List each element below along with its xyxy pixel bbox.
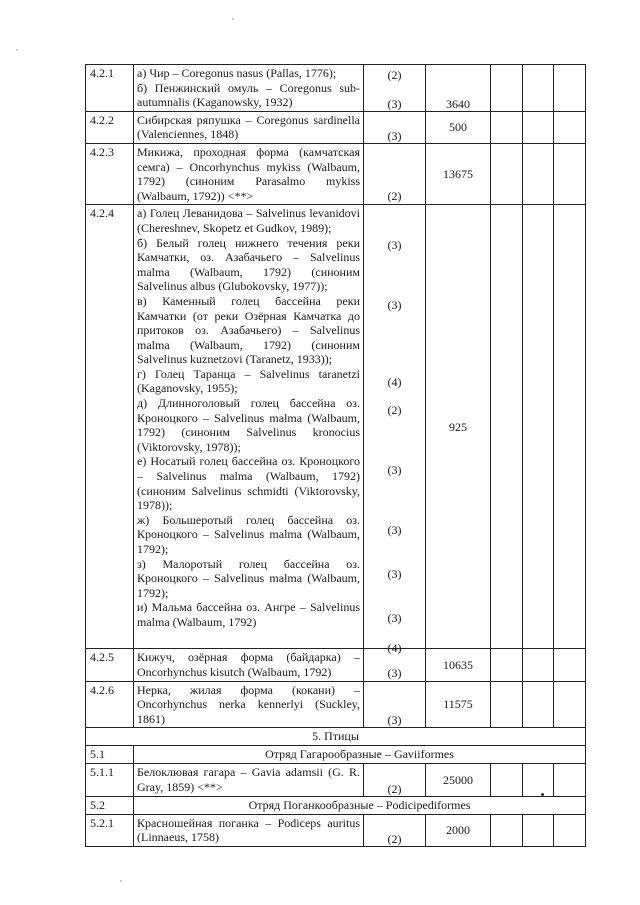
amount-value: 11575 [426,681,491,728]
amount-cell [426,65,491,112]
empty-cell [491,763,523,796]
species-line: а) Голец Леванидова – Salvelinus levanidovi (Chereshnev, Skopetz et Gudkov, 1989); [137,206,360,235]
empty-cell [491,649,523,681]
order-title: Отряд Поганкообразные – Podicipediformes [134,796,586,814]
empty-cell [523,205,554,649]
row-number: 4.2.2 [86,111,134,143]
scan-speck [120,880,122,882]
table-row [86,143,586,204]
empty-cell [523,65,554,112]
row-number: 4.2.1 [86,65,134,112]
empty-cell [554,65,586,112]
table-row [86,681,586,728]
species-description: Микижа, проходная форма (камчатская семга) – Oncorhynchus mykiss (Walbaum, 1792) (синоним Parasalmo mykiss (Walbaum, 1792)) <**> [134,143,364,204]
row-number: 4.2.3 [86,143,134,204]
species-description: Красношейная поганка – Podiceps auritus (Linnaeus, 1758) [134,814,364,846]
empty-cell [554,143,586,204]
empty-cell [554,763,586,796]
category-value: (3) [387,298,402,313]
empty-cell [491,143,523,204]
category-cell [364,681,426,728]
amount-value: 925 [426,205,491,649]
empty-cell [491,814,523,846]
species-line: б) Белый голец нижнего течения реки Камчатки, оз. Азабачьего – Salvelinus malma (Walbaum, 1792) (синоним Salvelinus albus (Glubokovsky, 1977)); [137,235,360,294]
row-number: 4.2.5 [86,649,134,681]
empty-cell [523,143,554,204]
category-cell [364,111,426,143]
table-row [86,111,586,143]
category-cell [364,763,426,796]
species-line: д) Длинноголовый голец бассейна оз. Кроноцкого – Salvelinus malma (Walbaum, 1792) (синоним Salvelinus kronocius (Viktorovsky, 1978)); [137,396,360,454]
order-title: Отряд Гагарообразные – Gaviiformes [134,746,586,764]
table-row [86,649,586,681]
order-number: 5.1 [86,746,134,764]
species-line: а) Чир – Coregonus nasus (Pallas, 1776); [137,66,337,80]
category-value: (3) [387,97,402,111]
empty-cell [491,205,523,649]
table-row [86,205,586,649]
category-cell [364,65,426,112]
table-row [86,763,586,796]
amount-value: 13675 [426,143,491,204]
category-cell [364,649,426,681]
empty-cell [491,65,523,112]
section-row [86,728,586,746]
category-value: (2) [387,68,402,82]
category-value: (2) [387,831,402,846]
category-value: (3) [387,523,402,538]
species-line: в) Каменный голец бассейна реки Камчатки (от реки Озёрная Камчатка до притоков оз. Азабачьего) – Salvelinus malma (Walbaum, 1792) (синоним Salvelinus kuznetzovi (Taranetz, 1933)); [137,293,360,367]
category-value: (3) [387,463,402,478]
empty-cell [523,681,554,728]
amount-value: 25000 [426,763,491,796]
category-value: (4) [387,641,402,656]
empty-cell [554,649,586,681]
amount-value: 3640 [446,97,470,111]
row-number: 5.2.1 [86,814,134,846]
species-description: Нерка, жилая форма (кокани) – Oncorhynchus nerka kennerlyi (Suckley, 1861) [134,681,364,728]
table-row [86,65,586,112]
species-line: б) Пенжинский омуль – Coregonus sub-autumnalis (Kaganowsky, 1932) [137,80,360,110]
category-cell [364,143,426,204]
scan-speck [16,49,18,51]
empty-cell [523,111,554,143]
species-description: Белоклювая гагара – Gavia adamsii (G. R. Gray, 1859) <**> [134,763,364,796]
amount-value: 2000 [426,814,491,846]
empty-cell [523,649,554,681]
row-number: 5.1.1 [86,763,134,796]
empty-cell [554,205,586,649]
category-value: (4) [387,375,402,390]
category-value: (3) [387,712,402,727]
row-number: 4.2.4 [86,205,134,649]
category-value: (3) [387,666,402,681]
empty-cell [523,814,554,846]
species-description: Кижуч, озёрная форма (байдарка) – Oncorhynchus kisutch (Walbaum, 1792) [134,649,364,681]
row-number: 4.2.6 [86,681,134,728]
table-row [86,814,586,846]
amount-value: 10635 [426,649,491,681]
species-description [134,205,364,649]
category-cell [364,814,426,846]
category-value: (2) [387,781,402,796]
category-value: (2) [387,188,402,203]
section-title: 5. Птицы [86,728,586,746]
order-row [86,746,586,764]
empty-cell [491,111,523,143]
species-description [134,65,364,112]
category-value: (2) [387,403,402,418]
empty-cell [491,681,523,728]
species-description: Сибирская ряпушка – Coregonus sardinella (Valenciennes, 1848) [134,111,364,143]
amount-value: 500 [426,111,491,143]
order-row [86,796,586,814]
empty-cell [523,763,554,796]
category-value: (3) [387,567,402,582]
species-line: и) Мальма бассейна оз. Ангре – Salvelinus malma (Walbaum, 1792) [137,600,360,629]
empty-cell [554,681,586,728]
scan-speck [232,18,234,20]
scan-speck [541,793,544,796]
species-line: е) Носатый голец бассейна оз. Кроноцкого – Salvelinus malma (Walbaum, 1792) (синоним Salvelinus schmidti (Viktorovsky, 1978)); [137,454,360,513]
species-table [85,64,586,847]
category-cell [364,205,426,656]
species-line: з) Малоротый голец бассейна оз. Кроноцкого – Salvelinus malma (Walbaum, 1792); [137,556,360,600]
empty-cell [554,814,586,846]
category-value: (3) [387,238,402,253]
order-number: 5.2 [86,796,134,814]
species-line: ж) Большеротый голец бассейна оз. Кроноцкого – Salvelinus malma (Walbaum, 1792); [137,512,360,556]
species-line: г) Голец Таранца – Salvelinus taranetzi (Kaganovsky, 1955); [137,366,360,396]
category-value: (3) [387,128,402,143]
category-value: (3) [387,611,402,626]
empty-cell [554,111,586,143]
